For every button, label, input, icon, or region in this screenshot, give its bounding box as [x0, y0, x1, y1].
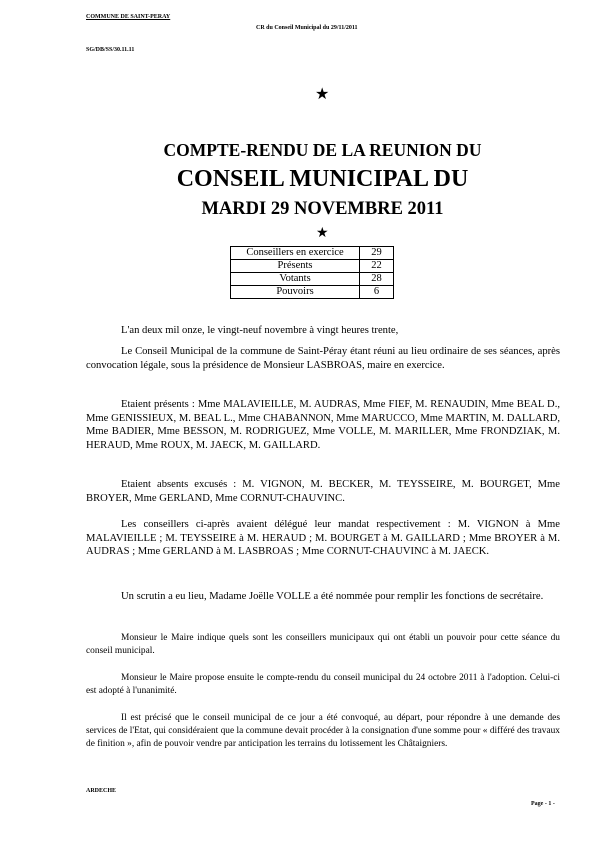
footer-page-number: Page - 1 - — [531, 801, 555, 807]
title-line-1: COMPTE-RENDU DE LA REUNION DU — [163, 140, 482, 160]
table-cell-value: 28 — [360, 273, 394, 286]
paragraph-opening: L'an deux mil onze, le vingt-neuf novembre à vingt heures trente, — [121, 325, 399, 336]
star-icon: ★ — [316, 226, 329, 241]
paragraph-adoption: Monsieur le Maire propose ensuite le compte-rendu du conseil municipal du 24 octobre 2011 à l'adoption. Celui-ci est adopté à l'unanimité. — [86, 673, 560, 696]
header-reference: SG/DB/SS/30.11.11 — [86, 47, 135, 53]
table-row — [231, 273, 394, 286]
paragraph-secretary: Un scrutin a eu lieu, Madame Joëlle VOLLE a été nommée pour remplir les fonctions de secrétaire. — [121, 591, 544, 602]
table-cell-value: 6 — [360, 286, 394, 299]
footer-department: ARDECHE — [86, 788, 117, 794]
table-cell-label: Présents — [231, 260, 360, 273]
paragraph-powers: Monsieur le Maire indique quels sont les conseillers municipaux qui ont établi un pouvoir pour cette séance du conseil municipal. — [86, 633, 560, 656]
paragraph-proxies: Les conseillers ci-après avaient délégué leur mandat respectivement : M. VIGNON à Mme MALAVIEILLE ; M. TEYSSEIRE à M. HERAUD ; M. BOURGET à M. GAILLARD ; Mme BROYER à M. AUDRAS ; Mme GERLAND à M. LASBROAS ; Mme CORNUT-CHAUVINC à M. JAECK. — [86, 519, 560, 558]
table-cell-label: Pouvoirs — [231, 286, 360, 299]
header-document-title: CR du Conseil Municipal du 29/11/2011 — [256, 25, 358, 31]
attendance-table — [230, 246, 394, 299]
paragraph-convocation: Il est précisé que le conseil municipal de ce jour a été convoqué, au départ, pour répondre à une demande des services de l'Etat, qui considéraient que la commune devait procéder à la consignation d'une somme pour « différé des travaux de finition », afin de pouvoir vendre par anticipation les terrains du lotissement les Châtaigniers. — [86, 713, 560, 749]
table-cell-label: Conseillers en exercice — [231, 247, 360, 260]
table-row — [231, 260, 394, 273]
table-row — [231, 247, 394, 260]
star-icon: ★ — [315, 86, 330, 103]
table-cell-value: 22 — [360, 260, 394, 273]
title-line-3: MARDI 29 NOVEMBRE 2011 — [201, 199, 444, 219]
table-cell-value: 29 — [360, 247, 394, 260]
paragraph-present-members: Etaient présents : Mme MALAVIEILLE, M. AUDRAS, Mme FIEF, M. RENAUDIN, Mme BEAL D., Mme GENISSIEUX, M. BEAL L., Mme CHABANNON, Mme MARUCCO, Mme MARTIN, M. DALLARD, Mme BADIER, Mme BESSON, M. RODRIGUEZ, Mme VOLLE, M. MARILLER, Mme FRONDZIAK, M. HERAUD, Mme ROUX, M. JAECK, M. GAILLARD. — [86, 399, 560, 451]
header-commune: COMMUNE DE SAINT-PERAY — [86, 14, 171, 20]
table-row — [231, 286, 394, 299]
table-cell-label: Votants — [231, 273, 360, 286]
title-line-2: CONSEIL MUNICIPAL DU — [176, 166, 469, 192]
paragraph-absent-members: Etaient absents excusés : M. VIGNON, M. BECKER, M. TEYSSEIRE, M. BOURGET, Mme BROYER, Mme GERLAND, Mme CORNUT-CHAUVINC. — [86, 479, 560, 504]
paragraph-session: Le Conseil Municipal de la commune de Saint-Péray étant réuni au lieu ordinaire de ses séances, après convocation légale, sous la présidence de Monsieur LASBROAS, maire en exercice. — [86, 346, 560, 371]
